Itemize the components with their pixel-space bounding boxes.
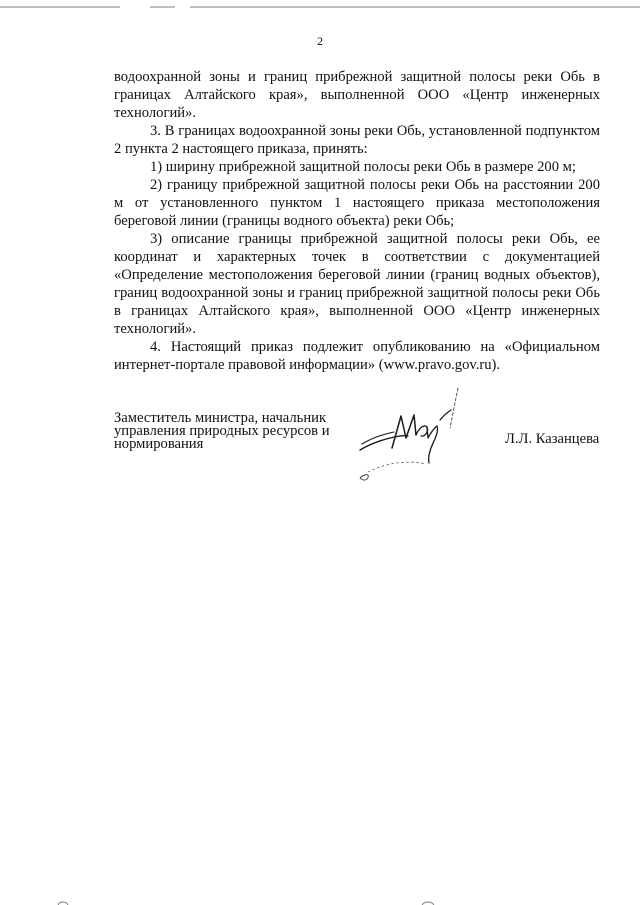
paragraph-subitem-1: 1) ширину прибрежной защитной полосы реки Обь в размере 200 м; xyxy=(150,159,576,175)
paragraph-subitem-2: 2) границу прибрежной защитной полосы реки Обь на расстоянии 200 м от установленного пунктом 1 настоящего приказа местоположения береговой линии (границы водного объекта) реки Обь; xyxy=(114,177,600,229)
paragraph-item-4: 4. Настоящий приказ подлежит опубликованию на «Официальном интернет-портале правовой информации» (www.pravo.gov.ru). xyxy=(114,339,600,373)
signer-title-line: управления природных ресурсов и xyxy=(114,423,330,439)
scan-edge-bottom xyxy=(0,896,640,905)
signer-title-line: нормирования xyxy=(114,436,204,452)
document-body xyxy=(114,68,600,374)
paragraph-subitem-3: 3) описание границы прибрежной защитной полосы реки Обь, ее координат и характерных точек в соответствии с документацией «Определение местоположения береговой линии (границ водных объектов), границ водоохранной зоны и границ прибрежной защитной полосы реки Обь в границах Алтайского края», выполненной ООО «Центр инженерных технологий». xyxy=(114,231,600,337)
paragraph-item-3: 3. В границах водоохранной зоны реки Обь, установленной подпунктом 2 пункта 2 настоящего приказа, принять: xyxy=(114,123,600,157)
paragraph-continuation: водоохранной зоны и границ прибрежной защитной полосы реки Обь в границах Алтайского края», выполненной ООО «Центр инженерных технологий». xyxy=(114,69,600,121)
signer-title xyxy=(114,412,354,451)
scan-edge-top xyxy=(0,6,640,8)
signer-title-line: Заместитель министра, начальник xyxy=(114,410,327,426)
handwritten-signature xyxy=(338,380,478,490)
page-number: 2 xyxy=(317,34,323,48)
signer-name: Л.Л. Казанцева xyxy=(505,431,600,447)
